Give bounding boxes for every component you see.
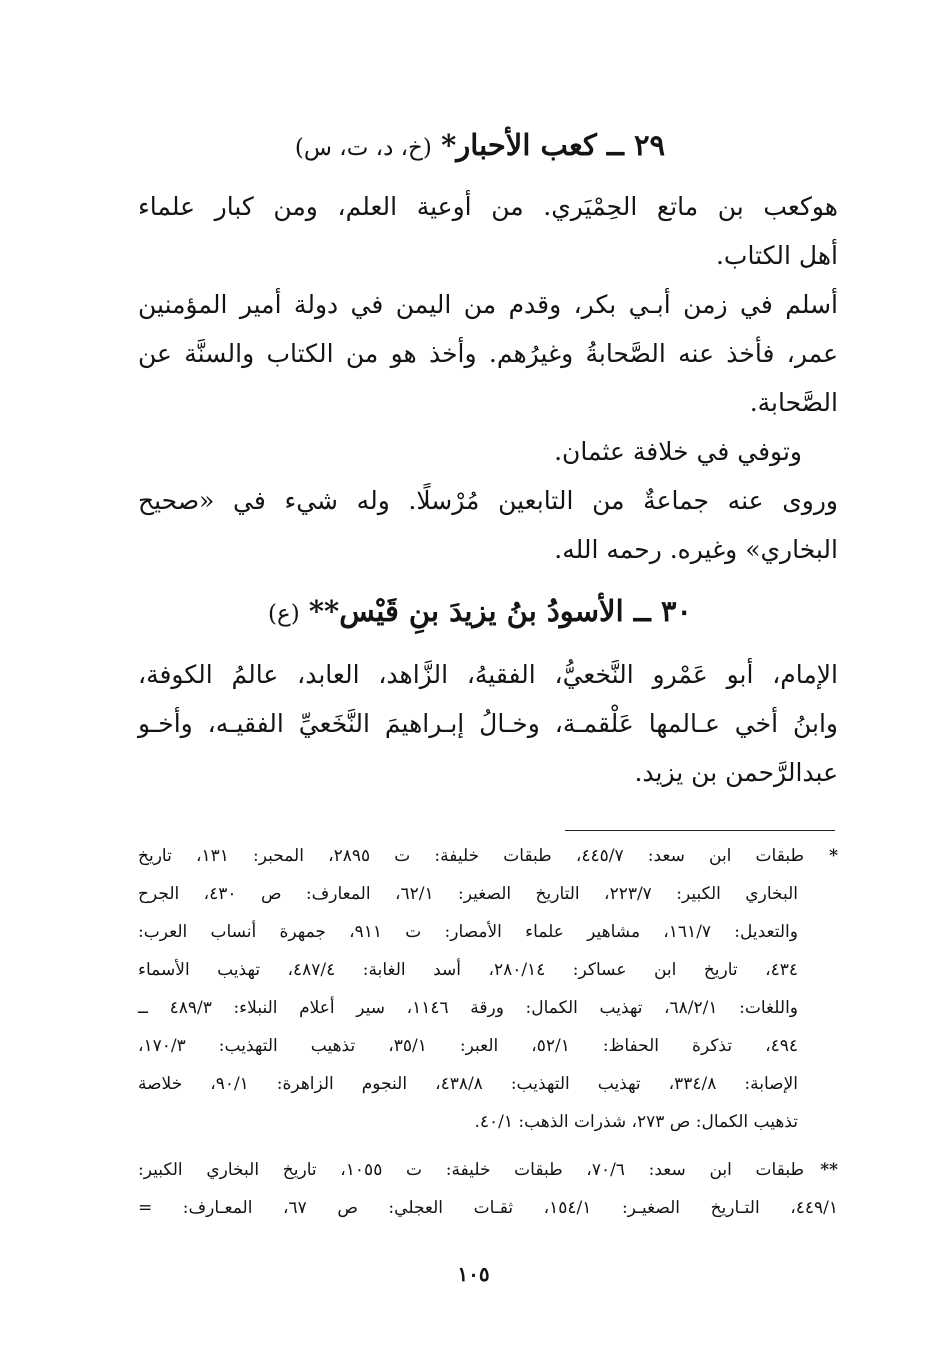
- entry-heading-29: [120, 128, 840, 162]
- text-line: هوكعب بن ماتع الحِمْيَري. من أوعية العلم، ومن كبار علماء: [138, 192, 838, 221]
- footnote-text: طبقات ابن سعد: ٧٠/٦، طبقات خليفة: ت ١٠٥٥، تاريخ البخاري الكبير:: [138, 1160, 804, 1180]
- text-line: وروى عنه جماعةٌ من التابعين مُرْسلًا. وله شيء في «صحيح: [138, 486, 838, 515]
- footnote-line: ٤٤٩/١، التـاريخ الصغيـر: ١٥٤/١، ثقـات العجلي: ص ٦٧، المعـارف: =: [138, 1198, 838, 1218]
- text-line: عمر، فأخذ عنه الصَّحابةُ وغيرُهم. وأخذ هو من الكتاب والسنَّة عن: [138, 339, 838, 368]
- page-number: ١٠٥: [457, 1262, 490, 1286]
- footnote-mark: *: [829, 846, 838, 866]
- entry-title: ٢٩ ــ كعب الأحبار: [456, 128, 666, 162]
- footnote-line: الإصابة: ٣٣٤/٨، تهذيب التهذيب: ٤٣٨/٨، النجوم الزاهرة: ٩٠/١، خلاصة: [138, 1074, 799, 1094]
- entry-heading-30: [120, 594, 840, 628]
- source-sigla: (خ، د، ت، س): [294, 135, 432, 161]
- text-line: أهل الكتاب.: [715, 241, 838, 270]
- footnote-line: والتعديل: ١٦١/٧، مشاهير علماء الأمصار: ت ٩١١، جمهرة أنساب العرب:: [138, 922, 798, 942]
- text-line: الصَّحابة.: [749, 388, 838, 417]
- footnote-line: [138, 1160, 838, 1180]
- source-sigla: (ع): [268, 601, 300, 627]
- footnote-marker: *: [441, 128, 457, 162]
- footnote-text: طبقات ابن سعد: ٤٤٥/٧، طبقات خليفة: ت ٢٨٩٥، المحبر: ١٣١، تاريخ: [138, 846, 804, 866]
- footnote-line: واللغات: ٦٨/٢/١، تهذيب الكمال: ورقة ١١٤٦، سير أعلام النبلاء: ٤٨٩/٣ ــ: [138, 998, 798, 1018]
- footnote-line: البخاري الكبير: ٢٢٣/٧، التاريخ الصغير: ٦٢/١، المعارف: ص ٤٣٠، الجرح: [138, 884, 799, 904]
- text-line: البخاري» وغيره. رحمه الله.: [554, 535, 838, 564]
- footnote-line: ٤٣٤، تاريخ ابن عساكر: ٢٨٠/١٤، أسد الغابة: ٤٨٧/٤، تهذيب الأسماء: [138, 960, 799, 980]
- entry-title: ٣٠ ــ الأسودُ بنُ يزيدَ بنِ قَيْس: [339, 594, 692, 628]
- footnote-line: [138, 846, 838, 866]
- text-line: أسلم في زمن أبـي بكر، وقدم من اليمن في دولة أمير المؤمنين: [138, 290, 838, 319]
- text-line: وابنُ أخي عـالمها عَلْقمـة، وخـالُ إبـراهيمَ النَّخَعيِّ الفقيـه، وأخـو: [138, 709, 838, 738]
- text-line: وتوفي في خلافة عثمان.: [554, 437, 802, 466]
- footnote-mark: **: [820, 1160, 838, 1180]
- footnote-line: ٤٩٤، تذكرة الحفاظ: ٥٢/١، العبر: ٣٥/١، تذهيب التهذيب: ١٧٠/٣،: [138, 1036, 798, 1056]
- footnote-marker: **: [308, 594, 340, 628]
- footnote-separator: [565, 830, 835, 831]
- text-line: عبدالرَّحمن بن يزيد.: [634, 758, 838, 787]
- text-line: الإمام، أبو عَمْرو النَّخعيُّ، الفقيهُ، الزَّاهد، العابد، عالمُ الكوفة،: [138, 660, 838, 689]
- footnote-line: تذهيب الكمال: ص ٢٧٣، شذرات الذهب: ٤٠/١.: [474, 1112, 798, 1132]
